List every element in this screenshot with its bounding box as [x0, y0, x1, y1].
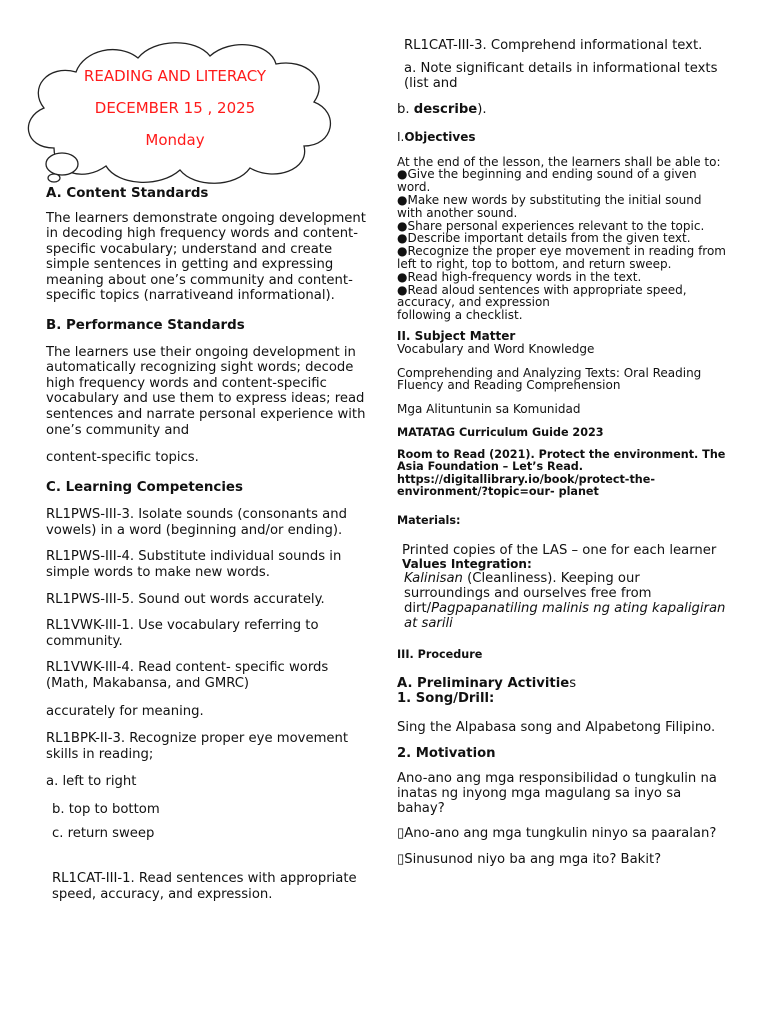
objectives-header [397, 131, 727, 144]
competency-item: RL1PWS-III-4. Substitute individual sounds in simple words to make new words. [46, 549, 342, 580]
subject-matter-item: Mga Alituntunin sa Komunidad [397, 402, 581, 417]
values-italic-term: Kalinisan [404, 570, 463, 586]
objective-item: ●Give the beginning and ending sound of a given word. [397, 167, 697, 195]
preliminary-header [397, 676, 727, 691]
values-text [397, 571, 727, 632]
banner-title: READING AND LITERACY [83, 67, 267, 85]
values-description: (Cleanliness). Keeping our surroundings and ourselves free from dirt/ [404, 570, 652, 616]
subject-matter-item: Comprehending and Analyzing Texts: Oral Reading Fluency and Reading Comprehension [397, 365, 702, 393]
materials-header: Materials: [397, 513, 461, 527]
objectives-tail: following a checklist. [397, 308, 523, 323]
performance-standards-text-cont: content-specific topics. [46, 450, 199, 466]
song-drill-header: 1. Song/Drill: [397, 691, 495, 707]
banner-date: DECEMBER 15 , 2025 [94, 99, 256, 117]
competency-item: RL1PWS-III-5. Sound out words accurately. [46, 591, 325, 607]
values-header: Values Integration: [402, 556, 532, 571]
procedure-header: III. Procedure [397, 648, 483, 662]
competency-item: a. left to right [46, 774, 137, 790]
missing-glyph-icon: ▯ [397, 826, 405, 842]
competency-prefix: b. [397, 101, 414, 117]
performance-standards-header: B. Performance Standards [46, 318, 245, 334]
values-italic-phrase: Pagpapanatiling malinis ng ating kapaligiran at sarili [404, 600, 726, 632]
missing-glyph-icon: ▯ [397, 851, 405, 867]
banner-day: Monday [145, 131, 205, 149]
subject-matter-item: Vocabulary and Word Knowledge [397, 341, 595, 356]
left-column [46, 186, 368, 912]
competency-item: a. Note significant details in informational texts (list and [404, 61, 718, 92]
right-column [397, 38, 727, 867]
banner-text [50, 60, 300, 156]
competency-item: RL1VWK-III-4. Read content- specific words (Math, Makabansa, and GMRC) [46, 660, 329, 691]
objective-item: ●Share personal experiences relevant to the topic. [397, 218, 705, 233]
objectives-title: Objectives [404, 129, 476, 144]
competency-item [397, 102, 727, 117]
motivation-question-text: Sinusunod niyo ba ang mga ito? Bakit? [404, 851, 662, 867]
competency-suffix: ). [477, 101, 487, 117]
reference-citation: Room to Read (2021). Protect the environment. The Asia Foundation – Let’s Read. https://digitallibrary.io/book/protect-the-environment/?topic=our- planet [397, 447, 726, 499]
competency-item: RL1CAT-III-1. Read sentences with appropriate speed, accuracy, and expression. [52, 871, 357, 902]
competency-bold: describe [413, 101, 478, 117]
competency-item: b. top to bottom [52, 801, 160, 817]
objective-item: ●Recognize the proper eye movement in reading from left to right, top to bottom, and return sweep. [397, 244, 726, 271]
subject-matter-header: II. Subject Matter [397, 328, 516, 343]
objective-item: ●Describe important details from the given text. [397, 231, 691, 246]
content-standards-text: The learners demonstrate ongoing development in decoding high frequency words and content-specific vocabulary; understand and create simple sentences in getting and expressing meaning about one’s community and content-specific topics (narrativeand informational). [46, 210, 366, 304]
song-drill-text: Sing the Alpabasa song and Alpabetong Filipino. [397, 720, 716, 736]
competency-item: RL1BPK-II-3. Recognize proper eye movement skills in reading; [46, 731, 349, 762]
motivation-question [397, 852, 727, 867]
objectives-roman: I. [397, 129, 405, 144]
objectives-intro: At the end of the lesson, the learners shall be able to: [397, 154, 721, 169]
learning-competencies-header: C. Learning Competencies [46, 479, 243, 495]
preliminary-title-tail: s [569, 675, 577, 691]
competency-item: RL1VWK-III-1. Use vocabulary referring to community. [46, 618, 319, 649]
competency-item: accurately for meaning. [46, 703, 204, 719]
materials-text: Printed copies of the LAS – one for each learner [402, 542, 717, 558]
curriculum-guide: MATATAG Curriculum Guide 2023 [397, 425, 604, 439]
motivation-header: 2. Motivation [397, 745, 496, 761]
objectives-list [397, 156, 727, 322]
objective-item: ●Read aloud sentences with appropriate speed, accuracy, and expression [397, 282, 687, 310]
performance-standards-text: The learners use their ongoing development in automatically recognizing sight words; decode high frequency words and content-specific vocabulary and use them to express ideas; read sentences and narrate personal experience with one’s community and [46, 344, 366, 438]
preliminary-title: A. Preliminary Activitie [397, 675, 570, 691]
content-standards-header: A. Content Standards [46, 186, 209, 201]
competency-item: RL1PWS-III-3. Isolate sounds (consonants and vowels) in a word (beginning and/or ending). [46, 507, 347, 538]
competency-item: c. return sweep [52, 825, 155, 841]
motivation-question [397, 826, 727, 841]
motivation-question: Ano-ano ang mga responsibilidad o tungkulin na inatas ng inyong mga magulang sa inyo sa bahay? [397, 770, 717, 817]
motivation-question-text: Ano-ano ang mga tungkulin ninyo sa paaralan? [404, 826, 717, 842]
competency-item: RL1CAT-III-3. Comprehend informational text. [404, 38, 703, 53]
objective-item: ●Make new words by substituting the initial sound with another sound. [397, 193, 702, 220]
objective-item: ●Read high-frequency words in the text. [397, 269, 642, 284]
